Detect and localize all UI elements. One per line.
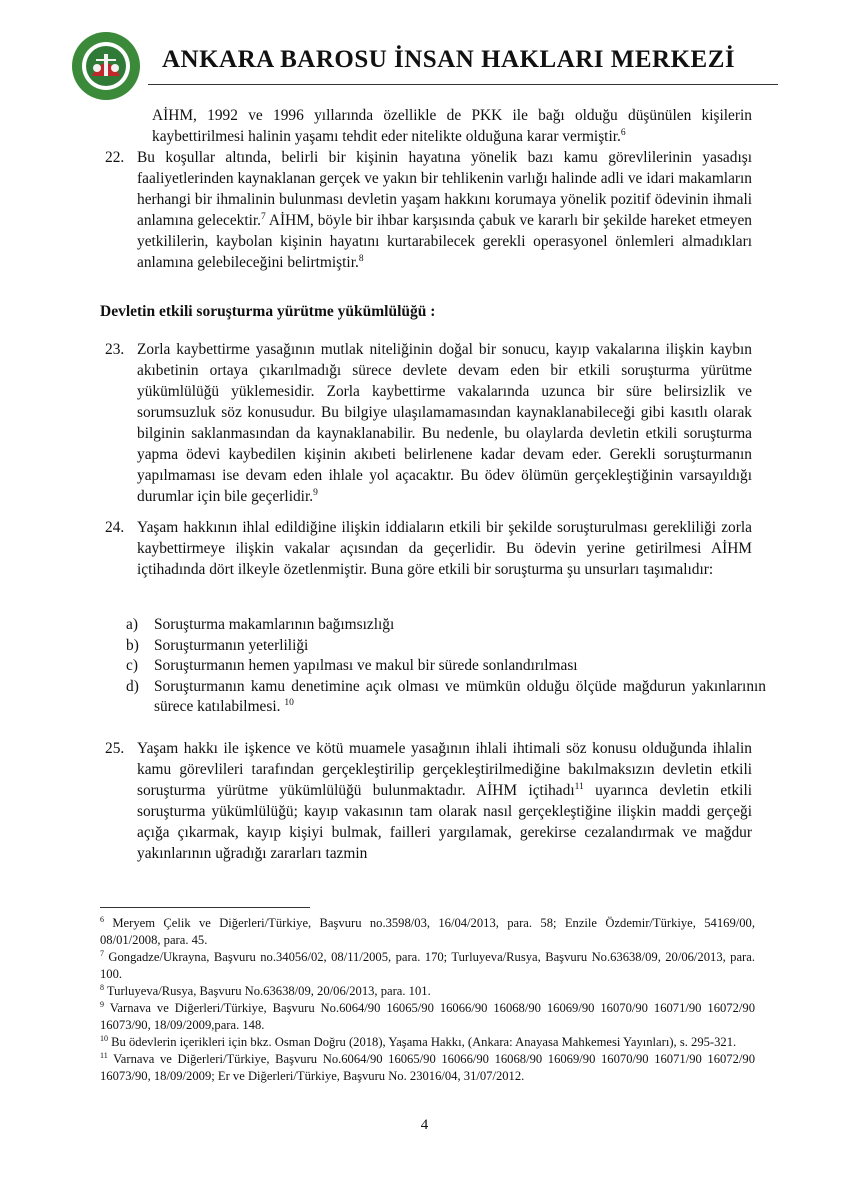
list-item-label: d) (126, 677, 139, 695)
footnote-text: Meryem Çelik ve Diğerleri/Türkiye, Başvuru no.3598/03, 16/04/2013, para. 58; Enzile Özdemir/Türkiye, 54169/00, 08/01/2008, para. 45. (100, 916, 755, 947)
paragraph-24 (105, 517, 752, 580)
paragraph-text: AİHM, böyle bir ihbar karşısında çabuk ve kararlı bir şekilde hareket etmeyen yetkililerin, kaybolan kişinin hayatını kurtarabilecek gerekli operasyonel önlemleri almadıkları anlamına gelebileceğini belirtmiştir. (137, 212, 753, 271)
footnote-number: 6 (100, 915, 104, 924)
header-divider (148, 84, 778, 85)
list-item (126, 656, 766, 677)
footnote (100, 1034, 755, 1051)
paragraph-number: 24. (105, 519, 125, 536)
paragraph-text: Yaşam hakkı ile işkence ve kötü muamele yasağının ihlali ihtimali söz konusu olduğunda ihlalin kamu görevlileri tarafından gerçekleştirilip gerçekleştirilmediğine bakılmaksızın devletin etkili soruşturma yürütme yükümlülüğü bulunmaktadır. AİHM içtihadı (137, 740, 752, 799)
list-item-text: Soruşturma makamlarının bağımsızlığı (154, 616, 395, 633)
paragraph-number: 22. (105, 149, 125, 166)
footnote-text: Gongadze/Ukrayna, Başvuru no.34056/02, 08/11/2005, para. 170; Turluyeva/Rusya, Başvuru No.63638/09, 20/06/2013, para. 100. (100, 950, 755, 981)
footnote-text: Turluyeva/Rusya, Başvuru No.63638/09, 20/06/2013, para. 101. (104, 984, 431, 998)
footnote (100, 1051, 755, 1085)
footnote-number: 11 (100, 1051, 108, 1060)
footnote (100, 1000, 755, 1034)
footnotes (100, 915, 755, 1085)
paragraph-text: Bu koşullar altında, belirli bir kişinin hayatına yönelik bazı kamu görevlilerinin yasadışı faaliyetlerinden kaynaklanan gerçek ve yakın bir tehlikenin varlığı halinde adli ve idari makamların herhangi bir ihmalinin bulunması devletin yaşam hakkını korumaya yönelik pozitif ödevinin ihmali anlamına gelecektir. (137, 149, 752, 229)
header-title: ANKARA BAROSU İNSAN HAKLARI MERKEZİ (162, 46, 736, 73)
paragraph-text: AİHM, 1992 ve 1996 yıllarında özellikle de PKK ile bağı olduğu düşünülen kişilerin kaybettirilmesi halinin yaşamı tehdit eder nitelikte olduğuna karar vermiştir. (152, 107, 752, 145)
footnote-divider (100, 907, 310, 908)
footnote (100, 915, 755, 949)
investigation-principles-list (126, 615, 766, 718)
list-item (126, 615, 766, 636)
page-number: 4 (420, 1117, 429, 1133)
footnote-ref[interactable]: 7 (261, 212, 266, 222)
footnote-text: Bu ödevlerin içerikleri için bkz. Osman Doğru (2018), Yaşama Hakkı, (Ankara: Anayasa Mahkemesi Yayınları), s. 295-321. (108, 1035, 737, 1049)
footnote (100, 949, 755, 983)
paragraph-text: Zorla kaybettirme yasağının mutlak niteliğinin doğal bir sonucu, kayıp vakalarına ilişkin kaybın akıbetinin ortaya çıkarılmadığı sürece devlete devam eden bir etkili soruşturma yürütme yükümlülüğü yüklemesidir. Zorla kaybettirme vakalarında uzunca bir süre belirsizlik ve sorumsuzluk söz konusudur. Bu bilgiye ulaşılamamasından kaynaklanabileceği gibi kasıtlı olarak bilginin saklanmasından da kaynaklanabilir. Bu nedenle, bu olaylarda devletin etkili soruşturma yapma ödevi kaybedilen kişinin akıbeti belirlenene kadar devam eder. Gerekli soruşturmanın yapılmaması ise devam eden ihlale yol açacaktır. Bu ödev ölümün gerçekleştiğinin varsayıldığı durumlar için bile geçerlidir. (137, 341, 752, 505)
paragraph-text: Yaşam hakkının ihlal edildiğine ilişkin iddiaların etkili bir şekilde soruşturulması gerekliliği zorla kaybettirmeye ilişkin vakalar açısından da geçerlidir. Bu ödevin yerine getirilmesi AİHM içtihadında dört ilkeyle özetlenmiştir. Buna göre etkili bir soruşturma şu unsurları taşımalıdır: (137, 519, 752, 578)
list-item-label: c) (126, 657, 138, 674)
footnote-ref[interactable]: 8 (358, 254, 364, 264)
list-item-text: Soruşturmanın yeterliliği (154, 636, 309, 654)
paragraph-number: 25. (105, 740, 125, 757)
list-item (126, 677, 766, 718)
paragraph-23 (105, 339, 752, 507)
continued-paragraph (152, 105, 752, 147)
footnote (100, 983, 755, 1000)
paragraph-25 (105, 738, 752, 864)
footnote-number: 7 (100, 949, 104, 958)
ankara-bar-logo (70, 30, 142, 102)
section-heading: Devletin etkili soruşturma yürütme yükümlülüğü : (100, 303, 436, 320)
footnote-number: 9 (100, 1000, 104, 1009)
footnote-ref[interactable]: 10 (284, 698, 294, 708)
paragraph-22 (105, 147, 753, 273)
footnote-ref[interactable]: 11 (574, 782, 584, 792)
list-item-label: a) (126, 616, 138, 633)
footnote-number: 8 (100, 983, 104, 992)
footnote-ref[interactable]: 6 (620, 128, 626, 138)
list-item-label: b) (126, 636, 139, 654)
footnote-text: Varnava ve Diğerleri/Türkiye, Başvuru No.6064/90 16065/90 16066/90 16068/90 16069/90 16070/90 16071/90 16072/90 16073/90, 18/09/2009; Er ve Diğerleri/Türkiye, Başvuru No. 23016/04, 31/07/2012. (100, 1052, 755, 1083)
footnote-ref[interactable]: 9 (313, 488, 318, 498)
paragraph-number: 23. (105, 341, 125, 358)
footnote-number: 10 (100, 1034, 108, 1043)
list-item-text: Soruşturmanın hemen yapılması ve makul bir sürede sonlandırılması (154, 657, 578, 674)
footnote-text: Varnava ve Diğerleri/Türkiye, Başvuru No.6064/90 16065/90 16066/90 16068/90 16069/90 16070/90 16071/90 16072/90 16073/90, 18/09/2009,para. 148. (100, 1001, 755, 1032)
list-item (126, 636, 766, 657)
paragraph-text: uyarınca devletin etkili soruşturma yükümlülüğü; kayıp vakasının tam olarak nasıl gerçekleştiğine ilişkin maddi gerçeği açığa çıkarmak, kayıp kişiyi bulmak, failleri yargılamak, gerekirse cezalandırmak ve mağdur yakınlarının uğradığı zararları tazmin (137, 782, 752, 862)
list-item-text: Soruşturmanın kamu denetimine açık olması ve mümkün olduğu ölçüde mağdurun yakınlarının sürece katılabilmesi. (154, 677, 766, 715)
